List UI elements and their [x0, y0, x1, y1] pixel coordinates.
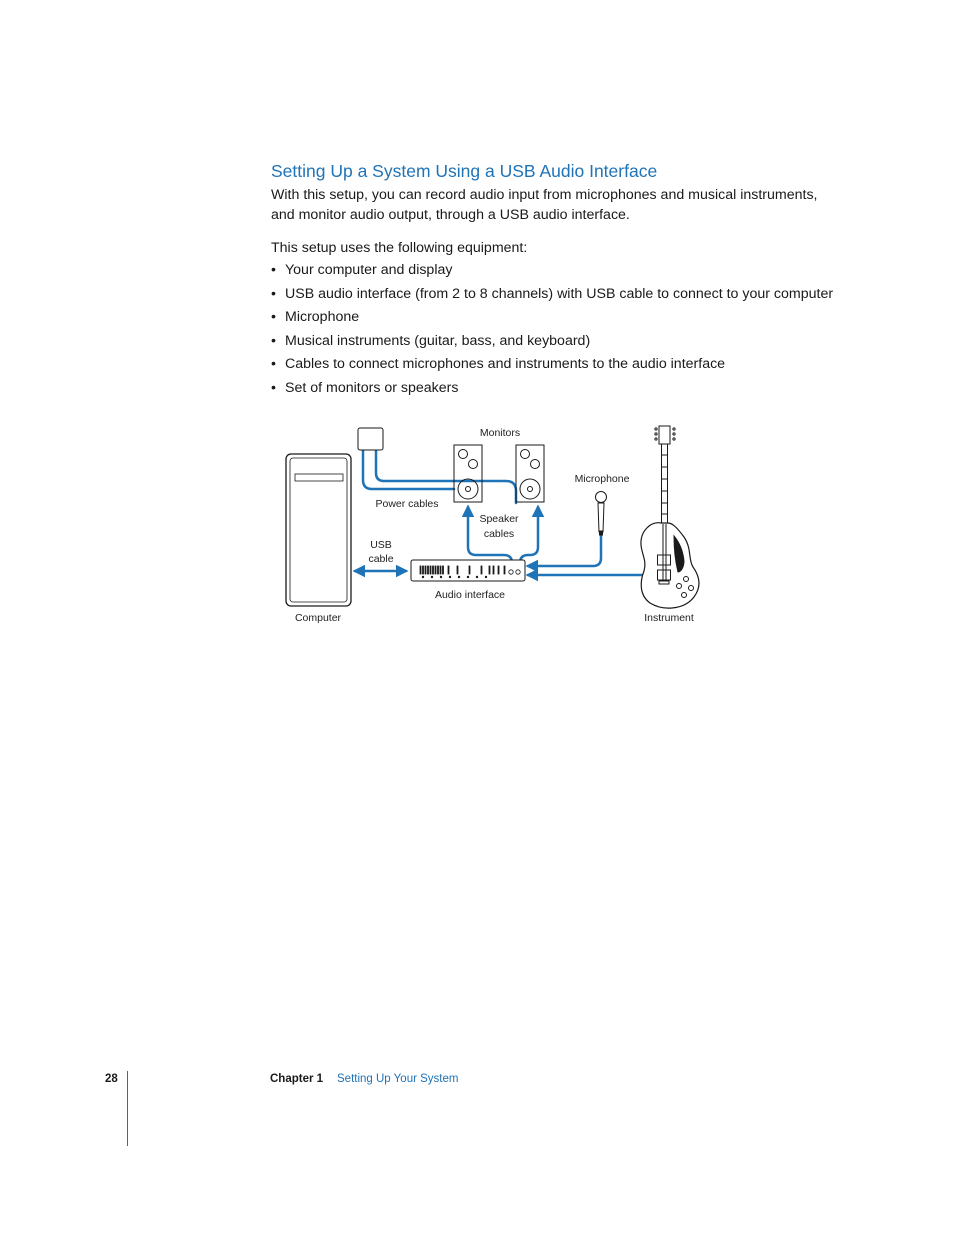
- equipment-list: [271, 260, 871, 401]
- label-audio-interface: Audio interface: [434, 589, 506, 601]
- speaker-cable-2: [520, 507, 538, 563]
- label-computer: Computer: [294, 612, 342, 624]
- guitar-icon: [641, 426, 699, 608]
- list-item: • Musical instruments (guitar, bass, and keyboard): [271, 331, 871, 355]
- label-microphone: Microphone: [574, 473, 630, 485]
- label-speaker-cables-1: Speaker: [479, 513, 519, 525]
- speaker-right-icon: [516, 445, 544, 502]
- label-speaker-cables-2: cables: [483, 528, 515, 540]
- list-item: • USB audio interface (from 2 to 8 channels) with USB cable to connect to your computer: [271, 284, 871, 308]
- label-monitors: Monitors: [479, 427, 521, 439]
- label-usb-cable-2: cable: [368, 553, 394, 565]
- page-number: 28: [105, 1073, 118, 1085]
- label-power-cables: Power cables: [375, 498, 439, 510]
- chapter-label: Chapter 1: [270, 1073, 324, 1085]
- equipment-lead: This setup uses the following equipment:: [271, 240, 528, 256]
- label-usb-cable-1: USB: [370, 539, 392, 551]
- chapter-title: Setting Up Your System: [337, 1073, 459, 1085]
- list-item: • Cables to connect microphones and instruments to the audio interface: [271, 354, 871, 378]
- speaker-left-icon: [454, 445, 482, 502]
- footer-rule: [127, 1071, 128, 1146]
- audio-interface-icon: [411, 560, 525, 581]
- intro-paragraph: With this setup, you can record audio input from microphones and musical instruments, and monitor audio output, through a USB audio interface.: [271, 187, 818, 223]
- label-instrument: Instrument: [644, 612, 694, 624]
- microphone-icon: [596, 492, 607, 536]
- setup-diagram: [270, 415, 710, 630]
- list-item: • Your computer and display: [271, 260, 871, 284]
- power-adapter-icon: [358, 428, 383, 450]
- computer-icon: [286, 454, 351, 606]
- power-cable-2: [376, 451, 516, 503]
- section-heading: Setting Up a System Using a USB Audio Interface: [271, 161, 658, 181]
- list-item: • Microphone: [271, 307, 871, 331]
- list-item: • Set of monitors or speakers: [271, 378, 871, 402]
